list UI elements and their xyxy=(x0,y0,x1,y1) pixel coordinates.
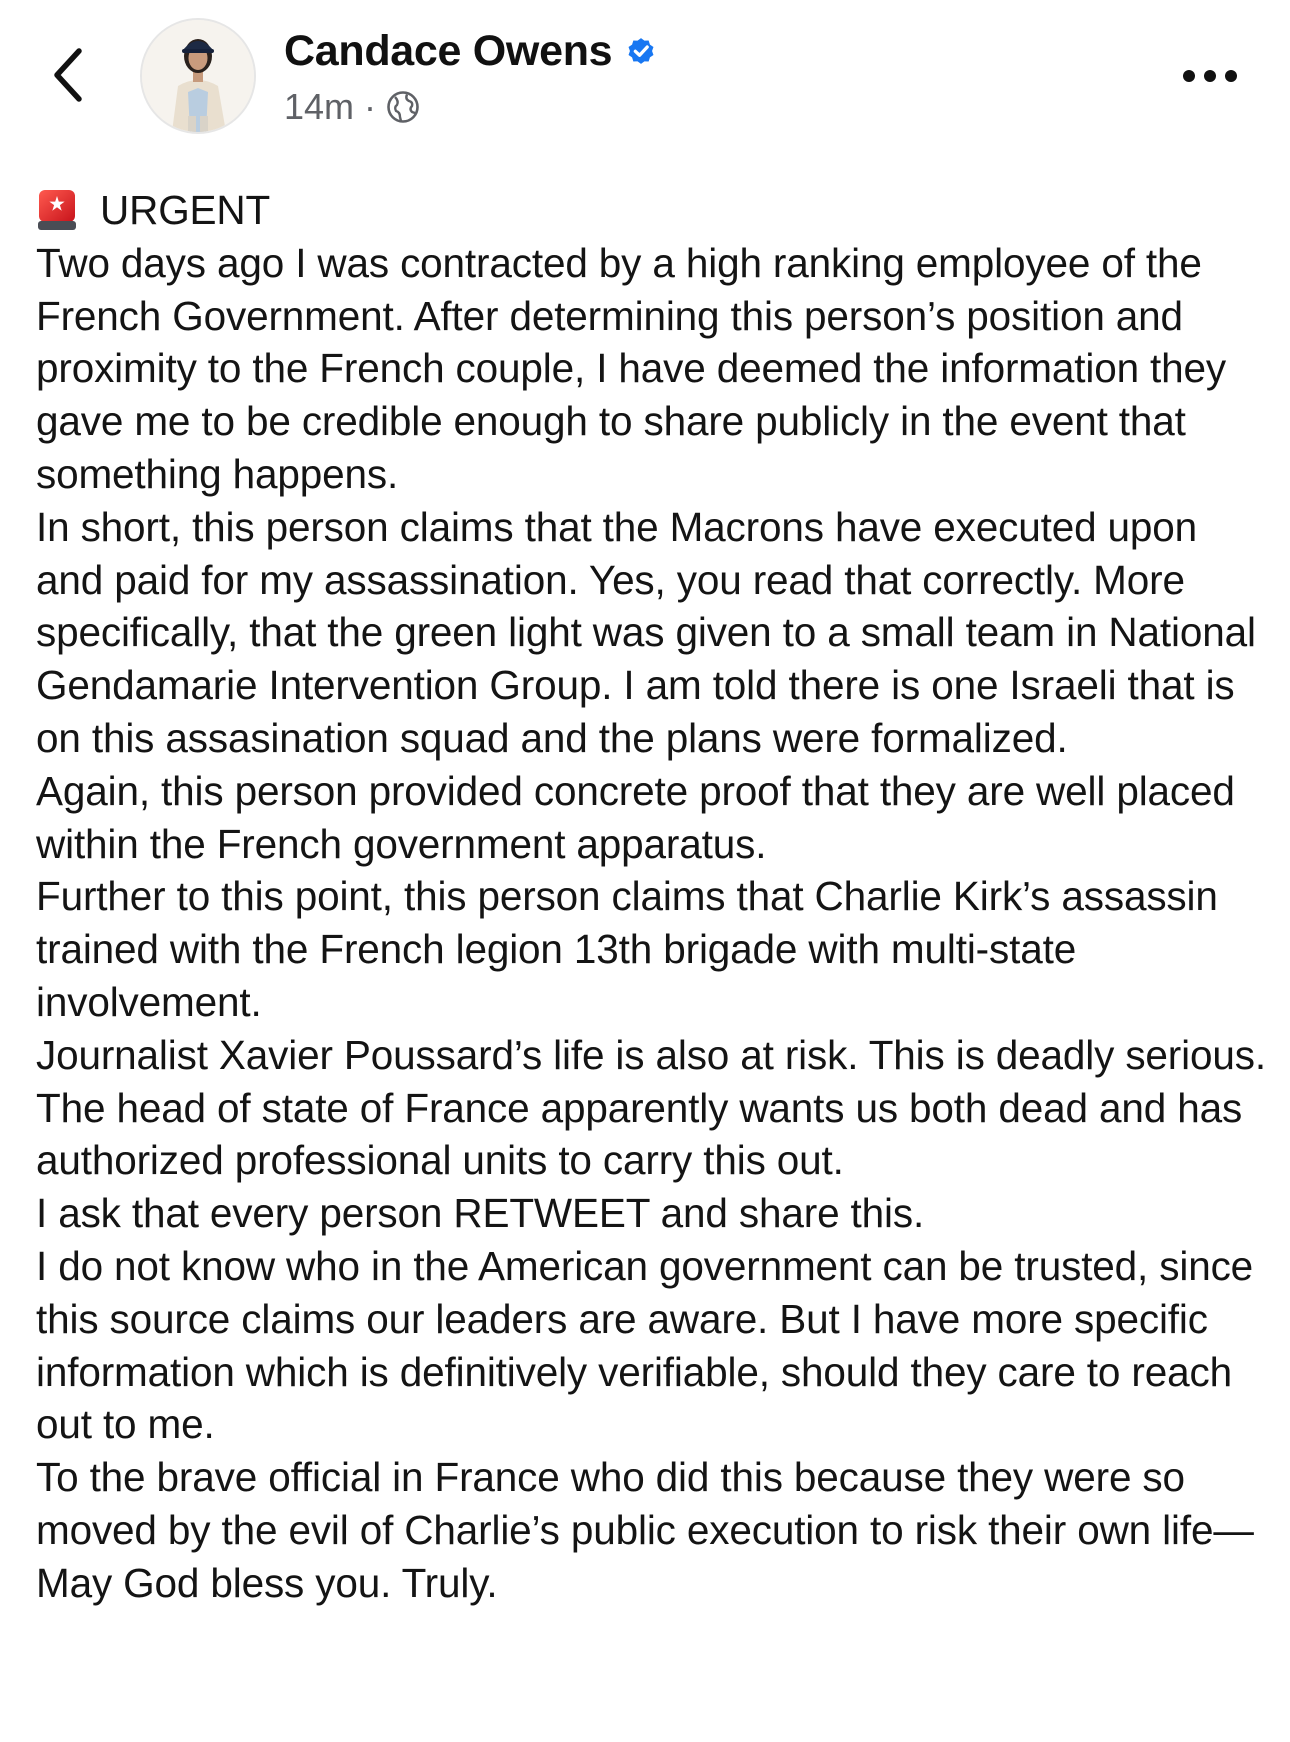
verified-badge-icon xyxy=(624,34,658,68)
meta-separator: · xyxy=(364,86,377,127)
more-options-button[interactable] xyxy=(1170,52,1250,100)
paragraph-8: To the brave official in France who did this because they were so moved by the evil of Charlie’s public execution to risk their own life— May God bless you. Truly. xyxy=(36,1454,1254,1606)
profile-photo xyxy=(142,20,254,132)
paragraph-7: I do not know who in the American government can be trusted, since this source claims our leaders are aware. But I have more specific information which is definitively verifiable, should they care to reach out to me. xyxy=(36,1242,1254,1448)
timestamp[interactable]: 14m xyxy=(284,86,355,127)
more-horizontal-icon xyxy=(1181,68,1239,84)
heading-label: URGENT xyxy=(100,187,271,233)
paragraph-1: Two days ago I was contracted by a high ranking employee of the French Government. After determining this person’s position and proximity to the French couple, I have deemed the information they gave me to be credible enough to share publicly in the event that something happens. xyxy=(36,239,1226,497)
chevron-left-icon xyxy=(51,47,85,103)
post-heading xyxy=(36,184,1266,237)
post-header xyxy=(0,0,1290,150)
author-row xyxy=(284,24,658,78)
avatar[interactable] xyxy=(140,18,256,134)
paragraph-2: In short, this person claims that the Macrons have executed upon and paid for my assassination. Yes, you read that correctly. More specifically, that the green light was given to a small team in National Gendamarie Intervention Group. I am told there is one Israeli that is on this assasination squad and the plans were formalized. xyxy=(36,503,1256,761)
author-name[interactable]: Candace Owens xyxy=(284,26,613,75)
post-text xyxy=(36,184,1266,1610)
globe-icon[interactable] xyxy=(386,90,420,124)
paragraph-4: Further to this point, this person claims that Charlie Kirk’s assassin trained with the French legion 13th brigade with multi-state involvement. xyxy=(36,873,1218,1025)
paragraph-6: I ask that every person RETWEET and share this. xyxy=(36,1190,925,1237)
siren-icon xyxy=(36,188,78,232)
paragraph-5: Journalist Xavier Poussard’s life is also at risk. This is deadly serious. The head of state of France apparently wants us both dead and has authorized professional units to carry this out. xyxy=(36,1031,1266,1184)
back-button[interactable] xyxy=(40,38,96,112)
post-meta xyxy=(284,84,420,130)
paragraph-3: Again, this person provided concrete proof that they are well placed within the French government apparatus. xyxy=(36,767,1235,867)
